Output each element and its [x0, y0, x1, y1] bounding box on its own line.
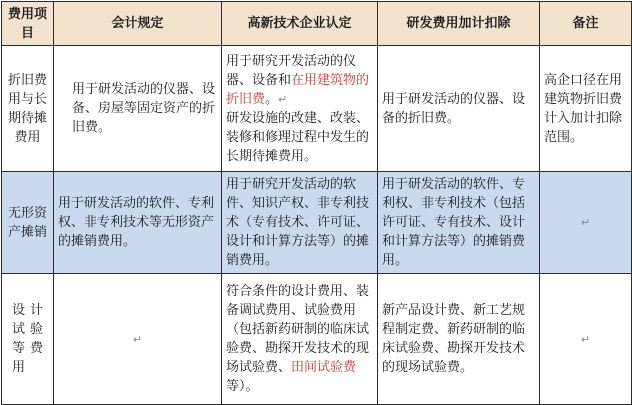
hitech-highlight: 在用建筑物的折旧费 — [226, 72, 370, 107]
hitech-text: 符合条件的设计费用、装备调试费用、试验费用（包括新药研制的临床试验费、勘探开发技术的现场试验费、 — [226, 284, 370, 375]
row-accounting — [54, 274, 222, 405]
table-row — [2, 46, 632, 172]
row-notes — [540, 172, 632, 274]
row-hitech — [222, 274, 378, 405]
header-item: 费用项目 — [2, 2, 54, 46]
row-rnd: 用于研发活动的仪器、设备的折旧费。 — [378, 46, 540, 172]
header-notes: 备注 — [540, 2, 632, 46]
row-accounting: 用于研发活动的仪器、设备、房屋等固定资产的折旧费。 — [54, 46, 222, 172]
table-row — [2, 274, 632, 405]
return-mark: ↵ — [278, 92, 288, 106]
row-rnd: 新产品设计费、新工艺规程制定费、新药研制的临床试验费、勘探开发技术的现场试验费。 — [378, 274, 540, 405]
hitech-text-end: 等）。 — [226, 379, 259, 394]
row-notes: 高企口径在用建筑物折旧费计入加计扣除范围。 — [540, 46, 632, 172]
row-notes — [540, 274, 632, 405]
row-hitech — [222, 46, 378, 172]
expense-comparison-table — [1, 1, 632, 405]
return-mark: ↵ — [580, 216, 591, 229]
row-item: 设计试验等费用 — [2, 274, 54, 405]
row-item: 折旧费用与长期待摊费用 — [2, 46, 54, 172]
hitech-text-end: 。 — [265, 91, 279, 107]
hitech-highlight: 田间试验费 — [291, 360, 357, 375]
row-rnd: 用于研发活动的软件、专利权、非专利技术（包括许可证、专有技术、设计和计算方法等）的摊销费用。 — [378, 172, 540, 274]
hitech-text-2: 研发设施的改建、改装、装修和修理过程中发生的长期待摊费用。 — [226, 110, 370, 164]
row-accounting: 用于研发活动的软件、专利权、非专利技术等无形资产的摊销费用。 — [54, 172, 222, 274]
row-hitech: 用于研究开发活动的软件、知识产权、非专利技术（专有技术、许可证、设计和计算方法等）的摊销费用。 — [222, 172, 378, 274]
row-item: 无形资产摊销 — [2, 172, 54, 274]
header-hitech: 高新技术企业认定 — [222, 2, 378, 46]
return-mark: ↵ — [132, 332, 143, 346]
header-rnd: 研发费用加计扣除 — [378, 2, 540, 46]
table-row — [2, 172, 632, 274]
return-mark: ↵ — [580, 332, 591, 346]
table-header-row — [2, 2, 632, 46]
header-accounting: 会计规定 — [54, 2, 222, 46]
hitech-text: 用于研究开发活动的仪器、设备和 — [226, 53, 357, 88]
